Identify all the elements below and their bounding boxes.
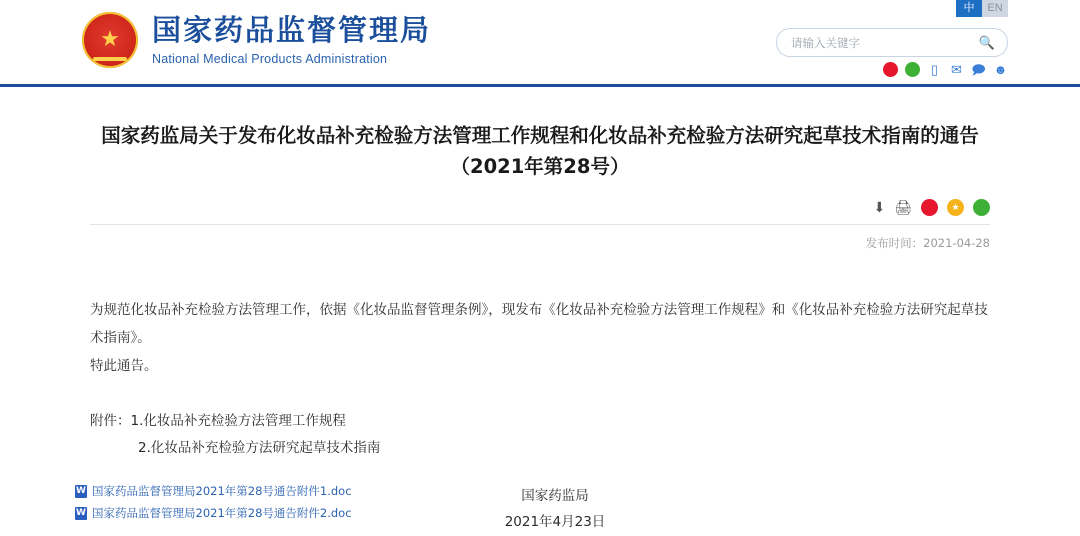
- lang-tab-en[interactable]: EN: [982, 0, 1008, 17]
- national-emblem-icon: [82, 12, 138, 68]
- page-title-line2: （2021年第28号）: [450, 155, 630, 179]
- language-switcher[interactable]: [956, 0, 1008, 17]
- publish-time: 发布时间：2021-04-28: [865, 236, 990, 251]
- article-paragraph-2: 特此通告。: [90, 357, 158, 374]
- attachment-file-link-1[interactable]: [75, 480, 352, 502]
- article-body: [90, 297, 990, 380]
- article-toolbar[interactable]: [90, 196, 990, 218]
- attachment-file-link-2[interactable]: [75, 502, 352, 524]
- download-icon[interactable]: ⬇: [873, 199, 886, 216]
- site-header: [0, 0, 1080, 87]
- attachment-file-label-1: 国家药品监督管理局2021年第28号通告附件1.doc: [92, 484, 352, 498]
- title-divider: [90, 224, 990, 225]
- social-icon-row[interactable]: [883, 62, 1008, 77]
- mobile-icon[interactable]: ▯: [930, 62, 939, 77]
- mail-icon[interactable]: ✉: [951, 62, 962, 77]
- attachment-list: [90, 408, 990, 461]
- attachment-item-1: 附件：1.化妆品补充检验方法管理工作规程: [90, 413, 346, 430]
- page-title: [90, 120, 990, 182]
- attachment-item-2: 2.化妆品补充检验方法研究起草技术指南: [138, 439, 381, 456]
- attachment-file-links[interactable]: [75, 480, 352, 524]
- user-icon[interactable]: ☻: [993, 62, 1008, 77]
- search-input[interactable]: [777, 36, 979, 50]
- page-title-line1: 国家药监局关于发布化妆品补充检验方法管理工作规程和化妆品补充检验方法研究起草技术指南的通告: [101, 124, 979, 147]
- share-wechat-icon[interactable]: [973, 199, 990, 216]
- signature-date: 2021年4月23日: [504, 514, 606, 531]
- search-icon[interactable]: 🔍: [978, 35, 995, 50]
- article-container: [0, 84, 1080, 536]
- site-title-group: [152, 14, 431, 65]
- share-weibo-icon[interactable]: [921, 199, 938, 216]
- signature-org: 国家药监局: [521, 488, 589, 505]
- article-paragraph-1: 为规范化妆品补充检验方法管理工作，依据《化妆品监督管理条例》，现发布《化妆品补充检验方法管理工作规程》和《化妆品补充检验方法研究起草技术指南》。: [90, 302, 988, 347]
- wechat-icon[interactable]: [905, 62, 920, 77]
- word-file-icon: W: [76, 507, 86, 518]
- word-file-icon: W: [76, 485, 86, 496]
- print-icon[interactable]: 🖨: [894, 199, 912, 216]
- site-title-en: National Medical Products Administration: [152, 51, 388, 66]
- weibo-icon[interactable]: [883, 62, 898, 77]
- favorite-star-icon[interactable]: ★: [947, 199, 964, 216]
- search-box[interactable]: [776, 28, 1008, 57]
- attachment-file-label-2: 国家药品监督管理局2021年第28号通告附件2.doc: [92, 506, 352, 520]
- site-logo[interactable]: [82, 12, 431, 68]
- site-title-cn: 国家药品监督管理局: [152, 13, 432, 48]
- lang-tab-cn[interactable]: 中: [956, 0, 982, 17]
- message-icon[interactable]: 🗩: [971, 62, 986, 77]
